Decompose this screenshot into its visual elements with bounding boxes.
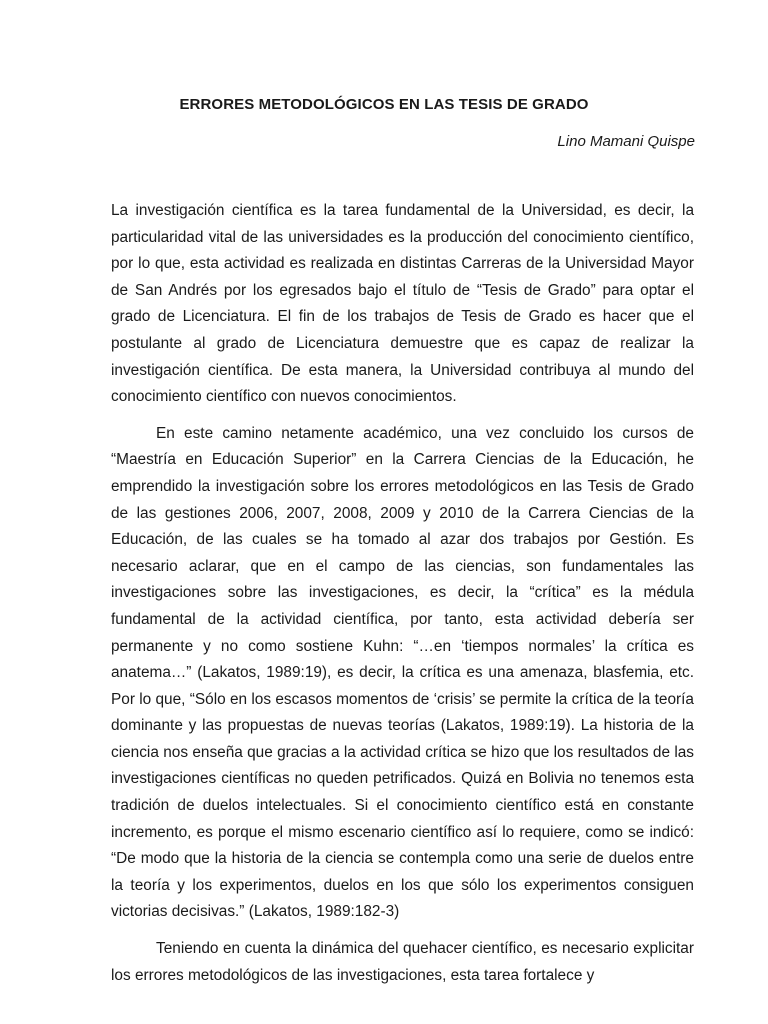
document-author: Lino Mamani Quispe <box>557 133 695 150</box>
document-body <box>111 198 694 999</box>
paragraph-3: Teniendo en cuenta la dinámica del quehacer científico, es necesario explicitar los errores metodológicos de las investigaciones, esta tarea fortalece y <box>111 940 694 984</box>
paragraph-1: La investigación científica es la tarea fundamental de la Universidad, es decir, la particularidad vital de las universidades es la producción del conocimiento científico, por lo que, esta actividad es realizada en distintas Carreras de la Universidad Mayor de San Andrés por los egresados bajo el título de “Tesis de Grado” para optar el grado de Licenciatura. El fin de los trabajos de Tesis de Grado es hacer que el postulante al grado de Licenciatura demuestre que es capaz de realizar la investigación científica. De esta manera, la Universidad contribuya al mundo del conocimiento científico con nuevos conocimientos. <box>111 202 694 406</box>
paragraph-2: En este camino netamente académico, una vez concluido los cursos de “Maestría en Educación Superior” en la Carrera Ciencias de la Educación, he emprendido la investigación sobre los errores metodológicos en las Tesis de Grado de las gestiones 2006, 2007, 2008, 2009 y 2010 de la Carrera Ciencias de la Educación, de las cuales se ha tomado al azar dos trabajos por Gestión. Es necesario aclarar, que en el campo de las ciencias, son fundamentales las investigaciones sobre las investigaciones, es decir, la “crítica” es la médula fundamental de la actividad científica, por tanto, esta actividad debería ser permanente y no como sostiene Kuhn: “…en ‘tiempos normales’ la crítica es anatema…” (Lakatos, 1989:19), es decir, la crítica es una amenaza, blasfemia, etc. Por lo que, “Sólo en los escasos momentos de ‘crisis’ se permite la crítica de la teoría dominante y las propuestas de nuevas teorías (Lakatos, 1989:19). La historia de la ciencia nos enseña que gracias a la actividad crítica se hizo que los resultados de las investigaciones científicas no queden petrificados. Quizá en Bolivia no tenemos esta tradición de duelos intelectuales. Si el conocimiento científico está en constante incremento, es porque el mismo escenario científico así lo requiere, como se indicó: “De modo que la historia de la ciencia se contempla como una serie de duelos entre la teoría y los experimentos, duelos en los que sólo los experimentos consiguen victorias decisivas.” (Lakatos, 1989:182-3) <box>111 424 694 921</box>
document-title: ERRORES METODOLÓGICOS EN LAS TESIS DE GRADO <box>179 96 589 113</box>
